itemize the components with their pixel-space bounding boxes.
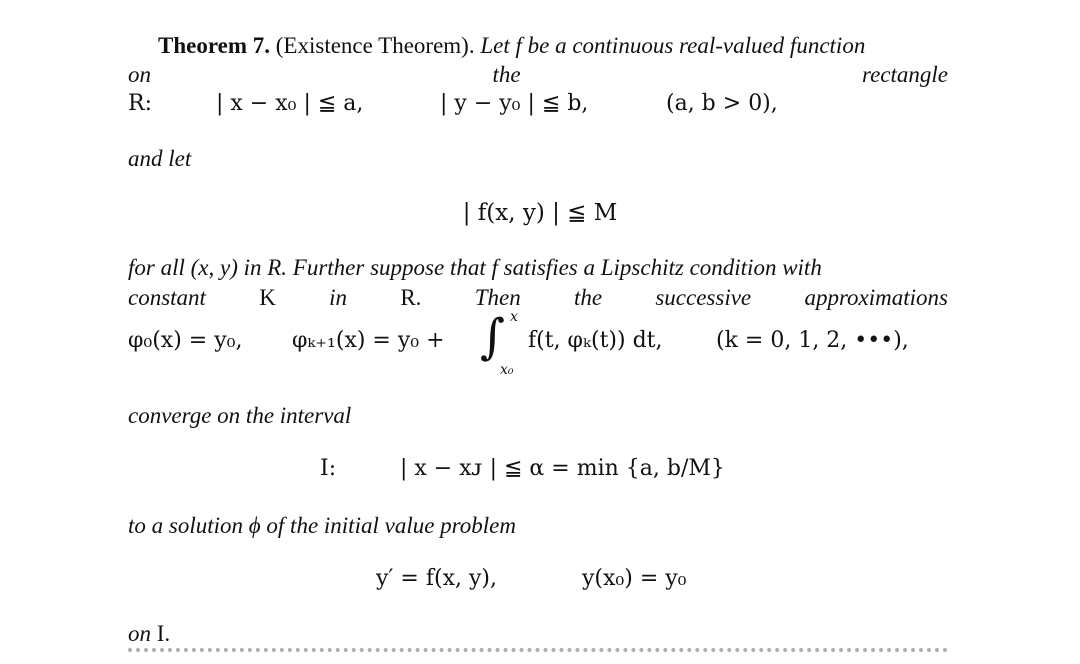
- theorem-line2: [128, 61, 948, 89]
- word-K: K: [259, 285, 276, 310]
- word-R: R.: [400, 285, 422, 310]
- word-the: the: [573, 285, 603, 310]
- word-the: the: [492, 62, 521, 87]
- interval-label: I:: [320, 456, 337, 481]
- word-then: Then: [474, 285, 521, 310]
- theorem-intro-line: [158, 32, 865, 60]
- and-let: and let: [128, 146, 192, 171]
- integral-lower: x₀: [500, 362, 514, 378]
- rect-cond-y: | y − y₀ | ≦ b,: [440, 91, 589, 116]
- lipschitz-line1: for all (x, y) in R. Further suppose that f satisfies a Lipschitz condition with: [128, 255, 822, 280]
- ivp-ode: y′ = f(x, y),: [376, 566, 497, 591]
- theorem-name: (Existence Theorem).: [275, 33, 475, 58]
- solution-text: to a solution ϕ of the initial value problem: [128, 513, 516, 538]
- rect-cond-ab: (a, b > 0),: [666, 91, 778, 116]
- bound-equation: | f(x, y) | ≦ M: [462, 200, 618, 226]
- phik-equation: φₖ₊₁(x) = y₀ +: [292, 328, 445, 353]
- word-successive: successive: [655, 285, 752, 310]
- integrand: f(t, φₖ(t)) dt,: [528, 328, 663, 353]
- word-rectangle: rectangle: [861, 62, 948, 87]
- word-in: in: [329, 285, 348, 310]
- theorem-label: Theorem 7.: [158, 33, 271, 58]
- word-constant: constant: [128, 285, 206, 310]
- rect-label: R:: [128, 91, 152, 116]
- cut-off-next-line: [128, 648, 948, 664]
- lipschitz-line2: [128, 284, 948, 312]
- integral-sign: ∫: [480, 309, 506, 365]
- k-range: (k = 0, 1, 2, •••),: [716, 328, 909, 353]
- word-on: on: [128, 62, 151, 87]
- theorem-intro: Let f be a continuous real-valued function: [480, 33, 866, 58]
- ivp-initial: y(x₀) = y₀: [582, 566, 687, 591]
- integral-upper: x: [510, 309, 518, 325]
- phi0-equation: φ₀(x) = y₀,: [128, 328, 243, 353]
- rect-cond-x: | x − x₀ | ≦ a,: [216, 91, 364, 116]
- word-approximations: approximations: [804, 285, 948, 310]
- on-I: on I.: [128, 621, 171, 646]
- converge-text: converge on the interval: [128, 403, 352, 428]
- interval-expr: | x − xᴊ | ≦ α = min {a, b/M}: [400, 456, 725, 481]
